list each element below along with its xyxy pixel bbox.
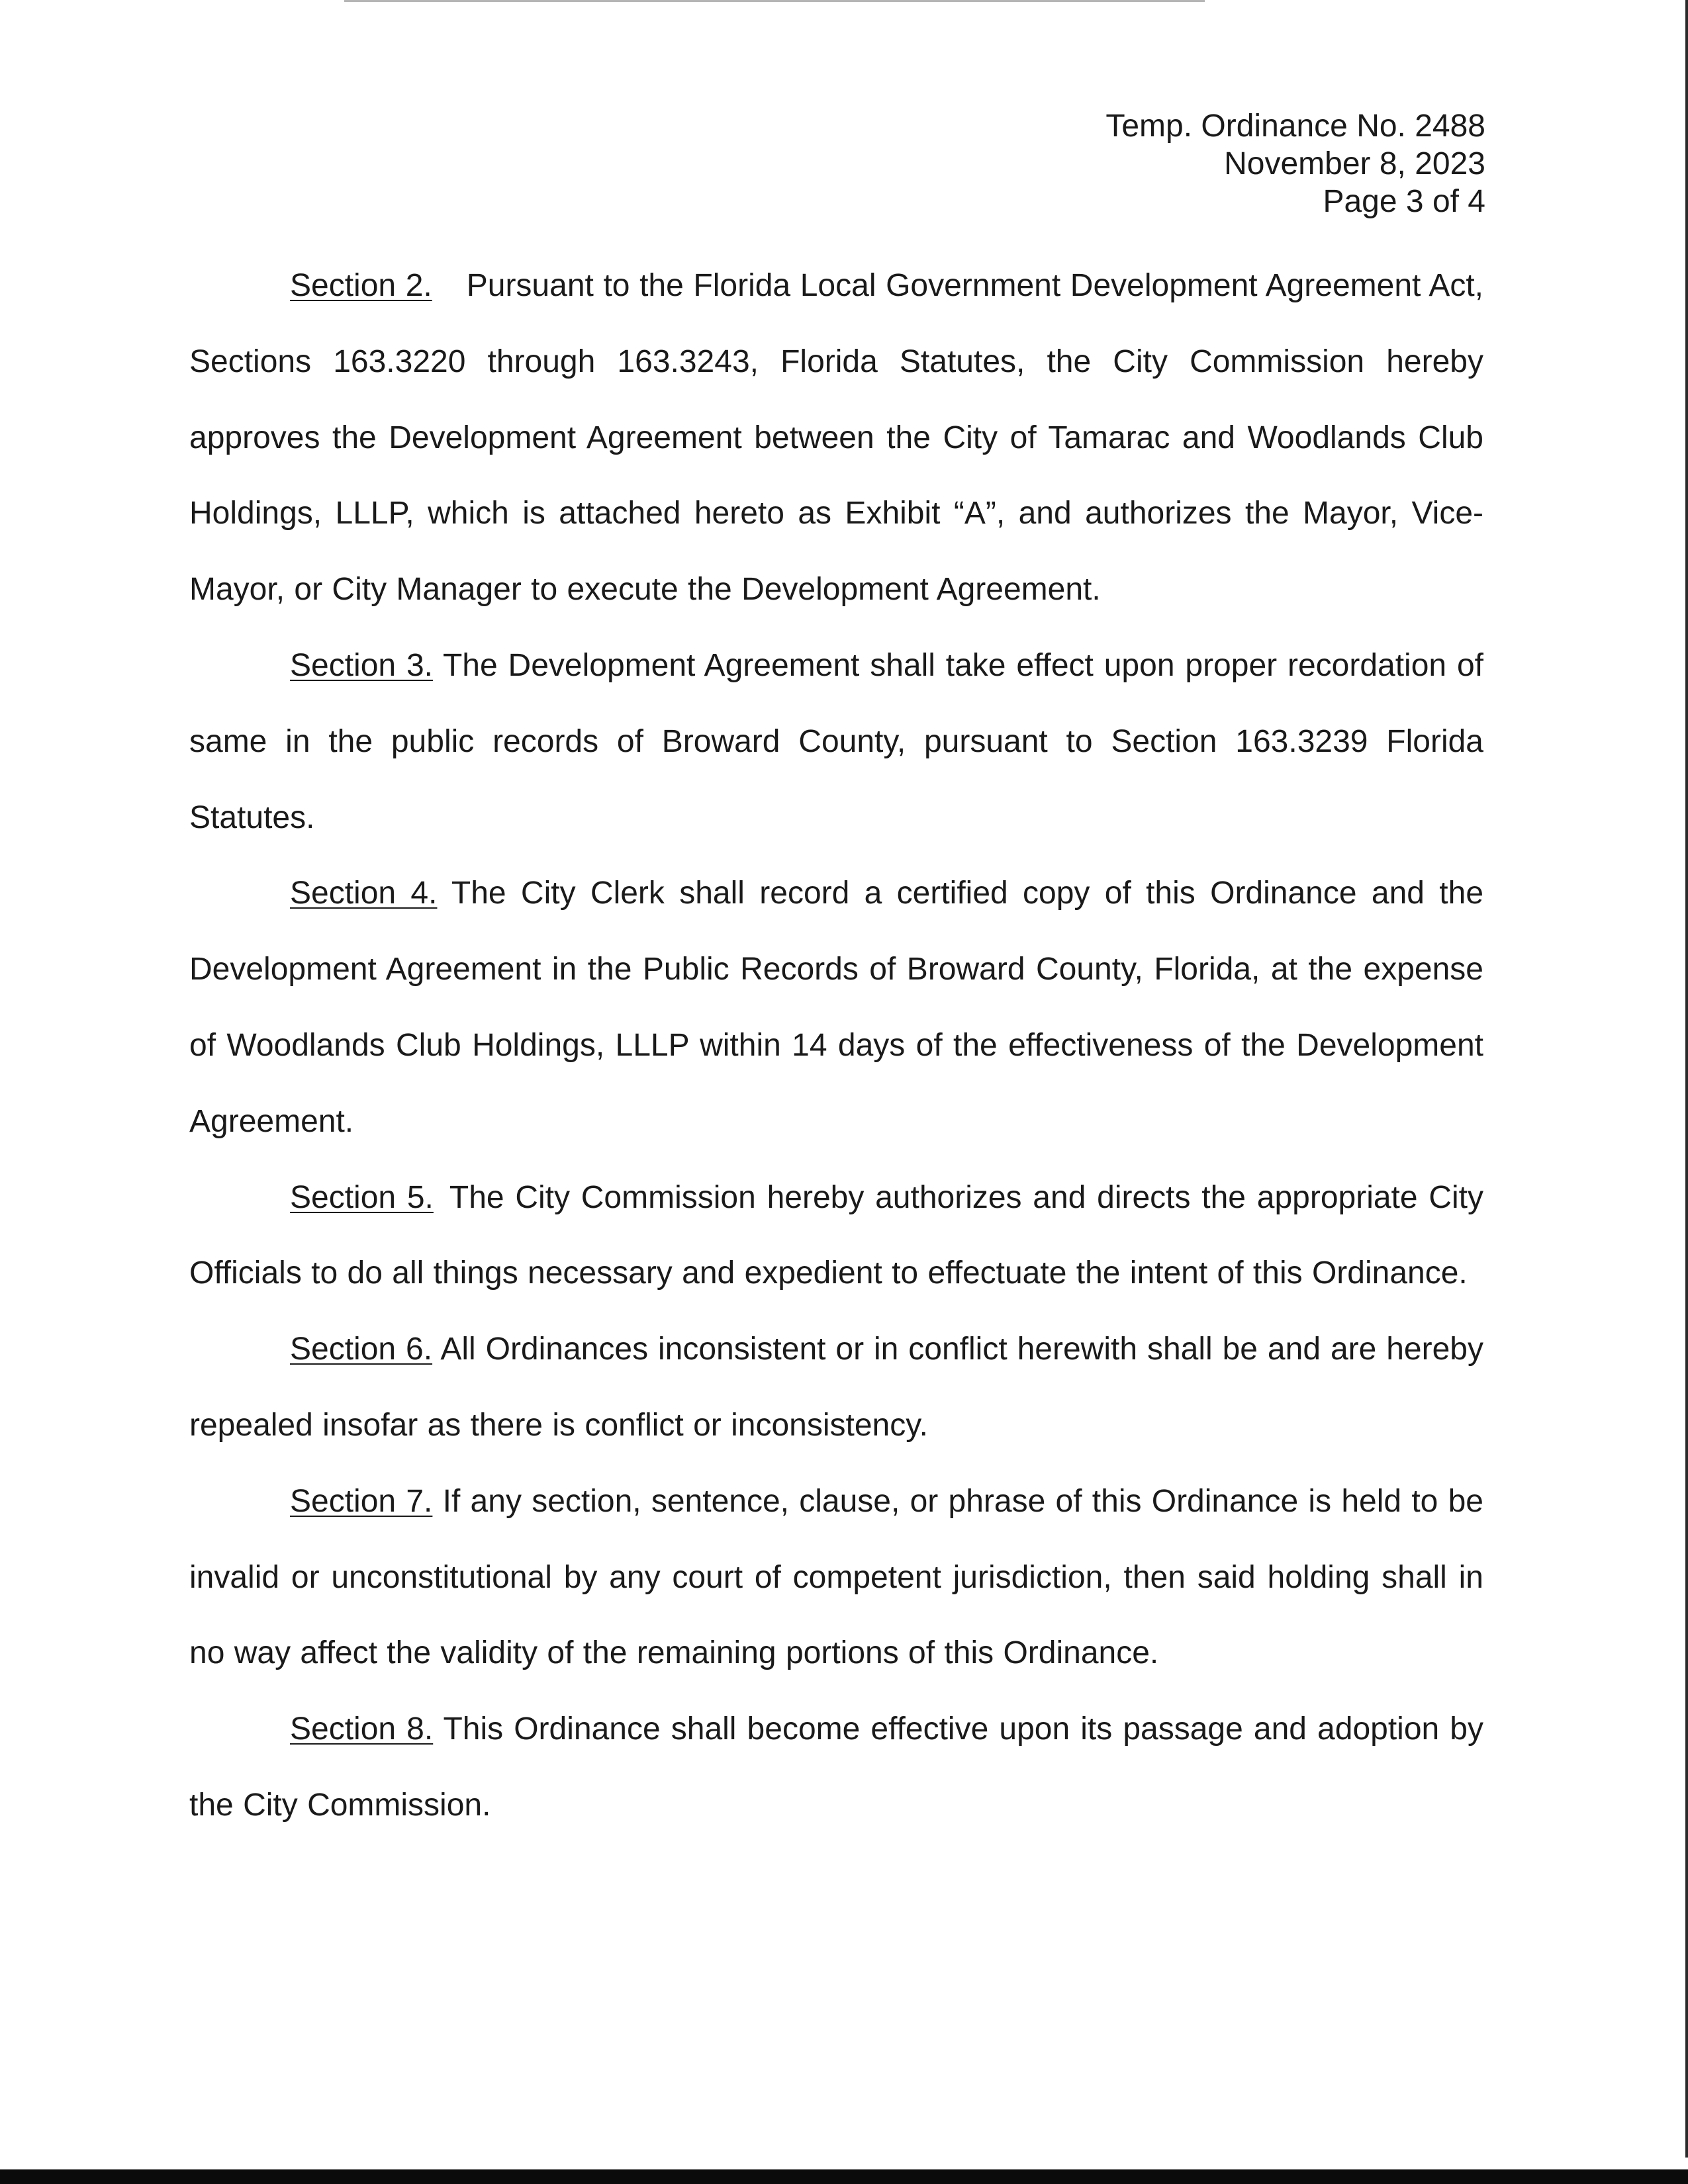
section-4-text: The City Clerk shall record a certified copy of this Ordinance and the Development Agreement in the Public Records of Broward County, Florida, at the expense of Woodlands Club Holdings, LLLP within 14 days of the effectiveness of the Development Agreement. — [189, 876, 1484, 1139]
section-8-label: Section 8. — [290, 1711, 434, 1747]
section-5-label: Section 5. — [290, 1179, 434, 1215]
section-2-paragraph — [189, 248, 1483, 628]
scan-top-rule — [344, 0, 1205, 2]
section-8-paragraph — [189, 1692, 1483, 1844]
section-3-paragraph — [189, 628, 1483, 856]
section-3-text: The Development Agreement shall take effect upon proper recordation of same in the public records of Broward County, pursuant to Section 163.3239 Florida Statutes. — [189, 647, 1483, 835]
section-7-label: Section 7. — [290, 1483, 433, 1519]
scan-bottom-edge — [0, 2169, 1688, 2184]
section-3-label: Section 3. — [290, 647, 433, 683]
page-number: Page 3 of 4 — [1323, 184, 1485, 219]
section-5-paragraph — [189, 1160, 1483, 1312]
section-2-text: Pursuant to the Florida Local Government Development Agreement Act, Sections 163.3220 through 163.3243, Florida Statutes, the City Commission hereby approves the Development Agreement between the City of Tamarac and Woodlands Club Holdings, LLLP, which is attached hereto as Exhibit “A”, and authorizes the Mayor, Vice-Mayor, or City Manager to execute the Development Agreement. — [189, 268, 1484, 608]
section-5-text: The City Commission hereby authorizes and directs the appropriate City Officials to do all things necessary and expedient to effectuate the intent of this Ordinance. — [189, 1179, 1484, 1291]
section-7-paragraph — [189, 1464, 1483, 1692]
section-6-text: All Ordinances inconsistent or in conflict herewith shall be and are hereby repealed insofar as there is conflict or inconsistency. — [189, 1332, 1484, 1443]
ordinance-body — [189, 248, 1483, 1844]
section-4-label: Section 4. — [290, 876, 438, 911]
section-8-text: This Ordinance shall become effective upon its passage and adoption by the City Commission. — [189, 1711, 1483, 1823]
ordinance-number: Temp. Ordinance No. 2488 — [1105, 109, 1485, 144]
section-6-label: Section 6. — [290, 1332, 433, 1367]
scan-right-edge — [1685, 0, 1688, 2158]
section-6-paragraph — [189, 1312, 1483, 1464]
section-2-label: Section 2. — [290, 268, 432, 303]
section-4-paragraph — [189, 856, 1483, 1160]
ordinance-date: November 8, 2023 — [1224, 146, 1485, 181]
ordinance-header — [1105, 107, 1485, 220]
section-7-text: If any section, sentence, clause, or phrase of this Ordinance is held to be invalid or unconstitutional by any court of competent jurisdiction, then said holding shall in no way affect the validity of the remaining portions of this Ordinance. — [189, 1483, 1484, 1671]
